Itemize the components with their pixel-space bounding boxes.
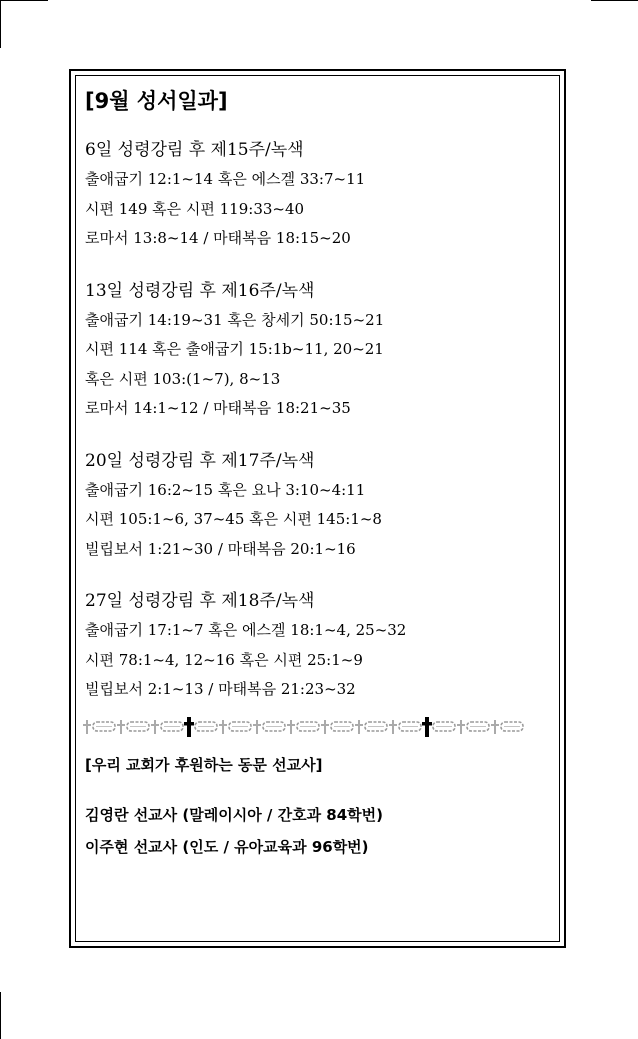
- week-heading: 13일 성령강림 후 제16주/녹색: [85, 280, 315, 301]
- crop-mark-bottom-left-v: [0, 992, 1, 1039]
- reading-line: 빌립보서 2:1~13 / 마태복음 21:23~32: [85, 680, 356, 698]
- reading-line: 혹은 시편 103:(1~7), 8~13: [85, 369, 281, 388]
- bulletin-box: [69, 69, 566, 948]
- crop-mark-top-right-h: [591, 0, 638, 1]
- reading-line: 빌립보서 1:21~30 / 마태복음 20:1~16: [85, 539, 356, 558]
- reading-line: 출애굽기 14:19~31 혹은 창세기 50:15~21: [85, 310, 385, 329]
- page-title: [9월 성서일과]: [85, 89, 228, 113]
- week-heading: 20일 성령강림 후 제17주/녹색: [85, 450, 315, 471]
- week-heading: 6일 성령강림 후 제15주/녹색: [85, 140, 304, 160]
- crop-mark-top-left-v: [0, 0, 1, 48]
- reading-line: 출애굽기 12:1~14 혹은 에스겔 33:7~11: [85, 170, 366, 188]
- reading-line: 로마서 13:8~14 / 마태복음 18:15~20: [85, 229, 351, 247]
- week-2: [85, 276, 554, 424]
- reading-line: 출애굽기 16:2~15 혹은 요나 3:10~4:11: [85, 480, 366, 499]
- bulletin-content: [85, 87, 554, 863]
- mission-title: [우리 교회가 후원하는 동문 선교사]: [85, 755, 323, 774]
- cross-chain-ornament-icon: [81, 715, 549, 739]
- reading-line: 시편 149 혹은 시편 119:33~40: [85, 199, 305, 218]
- week-1: [85, 135, 554, 254]
- reading-line: 출애굽기 17:1~7 혹은 에스겔 18:1~4, 25~32: [85, 621, 407, 639]
- reading-line: 시편 78:1~4, 12~16 혹은 시편 25:1~9: [85, 650, 363, 669]
- missionary-entry: 이주현 선교사 (인도 / 유아교육과 96학번): [85, 837, 369, 856]
- crop-mark-top-left-h: [0, 0, 48, 1]
- reading-line: 시편 114 혹은 출애굽기 15:1b~11, 20~21: [85, 340, 384, 358]
- reading-line: 로마서 14:1~12 / 마태복음 18:21~35: [85, 399, 351, 417]
- reading-line: 시편 105:1~6, 37~45 혹은 시편 145:1~8: [85, 510, 382, 528]
- missionary-entry: 김영란 선교사 (말레이시아 / 간호과 84학번): [85, 805, 384, 824]
- week-4: [85, 586, 554, 705]
- week-heading: 27일 성령강림 후 제18주/녹색: [85, 591, 315, 611]
- week-3: [85, 446, 554, 565]
